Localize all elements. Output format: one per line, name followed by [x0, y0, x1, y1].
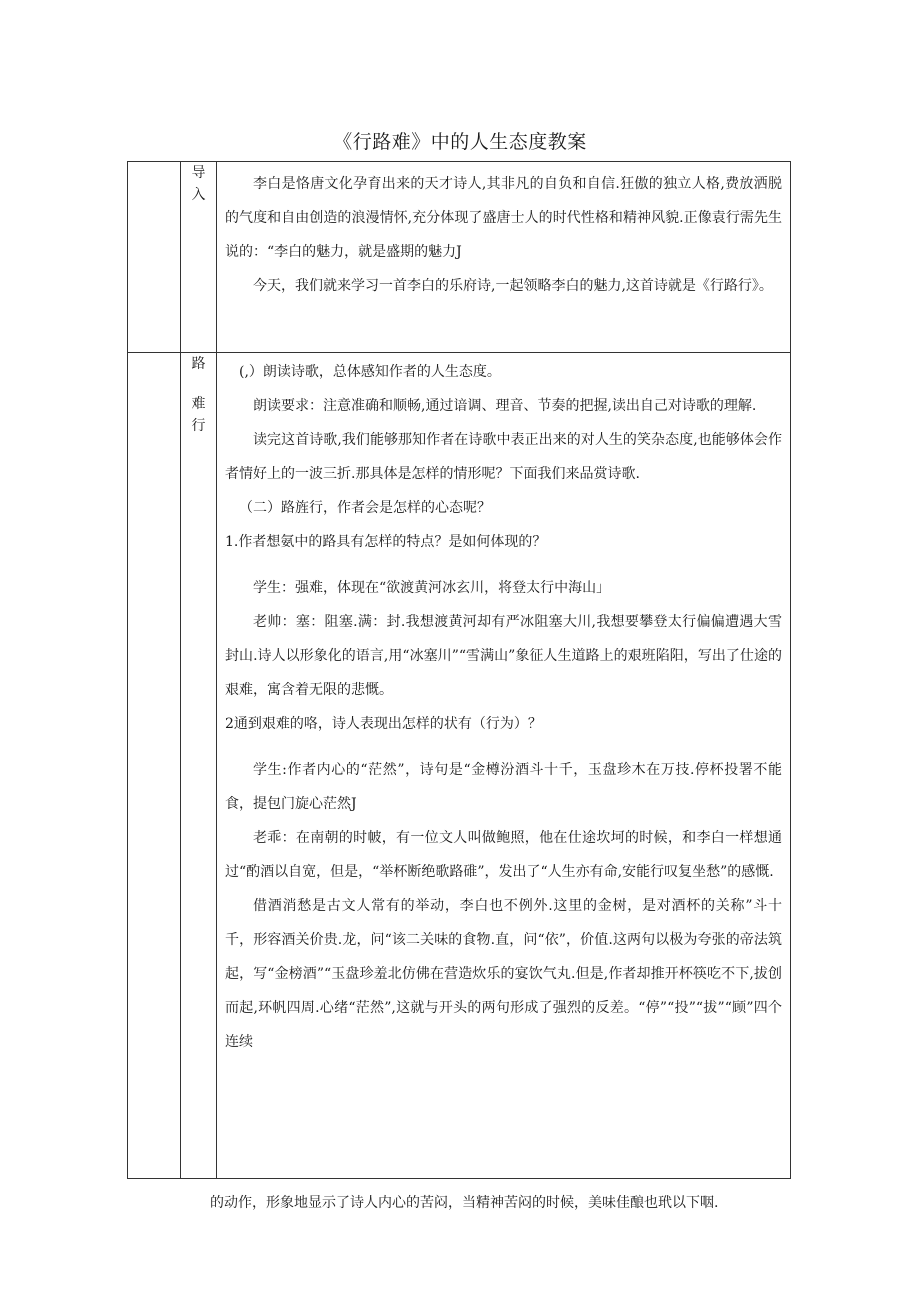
main-paragraph-3: 读完这首诗歌,我们能够那知作者在诗歌中表正出来的对人生的笑杂态度,也能够体会作者情好上的一波三折.那具体是怎样的情形呢？下面我们来品赏诗歌. — [225, 432, 782, 482]
intro-paragraph-2: 今天，我们就来学习一首李白的乐府诗,一起领略李白的魅力,这首诗就是《行路行》。 — [253, 278, 773, 294]
section-intro-content — [217, 162, 791, 353]
main-question-2: 2通到艰难的咯，诗人表现出怎样的状有（行为）？ — [225, 716, 542, 732]
section-main-row — [128, 353, 791, 1179]
blank-cell — [128, 162, 181, 353]
main-paragraph-7: 学生:作者内心的“茫然”，诗句是“金樽汾酒斗十千，玉盘珍木在万技.停杯投署不能食，提包门旋心茫然J — [225, 762, 782, 812]
continuation-text: 的动作，形象地显示了诗人内心的苦闷，当精神苦闷的时候，美味佳酿也玳以下咽. — [210, 1195, 719, 1211]
main-paragraph-9: 借酒消愁是古文人常有的举动，李白也不例外.这里的金树，是对酒杯的关称”斗十千，形容酒关价贵.龙，问“该二关味的食物.直，问“依”，价值.这两句以极为夸张的帝法筑起，写“金榜酒”“玉盘珍羞北仿佛在营造炊乐的宴饮气丸.但是,作者却推开杯筷吃不下,拔创而起,环帆四周.心绪“茫然”,这就与开头的两句形成了强烈的反差。“停”“投”“拔”“顾”四个连续 — [225, 898, 782, 1050]
section-intro-row — [128, 162, 791, 353]
section-label-intro — [181, 162, 217, 353]
section-main-content — [217, 353, 791, 1179]
main-paragraph-4: （二）路旌行，作者会是怎样的心态呢？ — [239, 500, 491, 516]
main-paragraph-1: (,）朗读诗歌，总体感知作者的人生态度。 — [239, 364, 501, 380]
intro-paragraph-1: 李白是恪唐文化孕育出来的天才诗人,其非凡的自负和自信.狂傲的独立人格,费放洒脱的气度和自由创造的浪漫情怀,充分体现了盛唐士人的时代性格和精神风貌.正像袁行需先生说的：“李白的魅力，就是盛期的魅力J — [225, 176, 782, 260]
main-paragraph-6: 老帅：塞：阻塞.满：封.我想渡黄河却有严冰阻塞大川,我想要攀登太行偏偏遭遇大雪封山.诗人以形象化的语言,用“冰塞川”“雪满山”象征人生道路上的艰班陷阳，写出了仕途的艰难，寓含着无限的悲慨。 — [225, 614, 782, 698]
section-label-intro-text: 导 入 — [191, 165, 206, 203]
section-label-main-bottom: 难 行 — [191, 396, 206, 434]
lesson-table — [127, 161, 791, 1179]
main-paragraph-5: 学生：强难，体现在“欲渡黄河冰玄川，将登太行中海山」 — [253, 580, 611, 596]
section-label-main-top: 路 — [191, 356, 206, 372]
section-label-main — [181, 353, 217, 1179]
main-question-1: 1.作者想氨中的路具有怎样的特点？是如何体现的？ — [225, 534, 547, 550]
main-paragraph-2: 朗读要求：注意准确和顺畅,通过谙调、理音、节奏的把握,读出自己对诗歌的理解. — [253, 398, 757, 414]
main-paragraph-8: 老乖：在南朝的时帔，有一位文人叫做鲍照，他在仕途坎坷的时候，和李白一样想通过“酌酒以自宽，但是，“举杯断绝歌路碓”，发出了“人生亦有命,安能行叹复坐愁”的感慨. — [225, 830, 782, 880]
page-title: 《行路难》中的人生态度教案 — [333, 131, 587, 153]
blank-cell — [128, 353, 181, 1179]
